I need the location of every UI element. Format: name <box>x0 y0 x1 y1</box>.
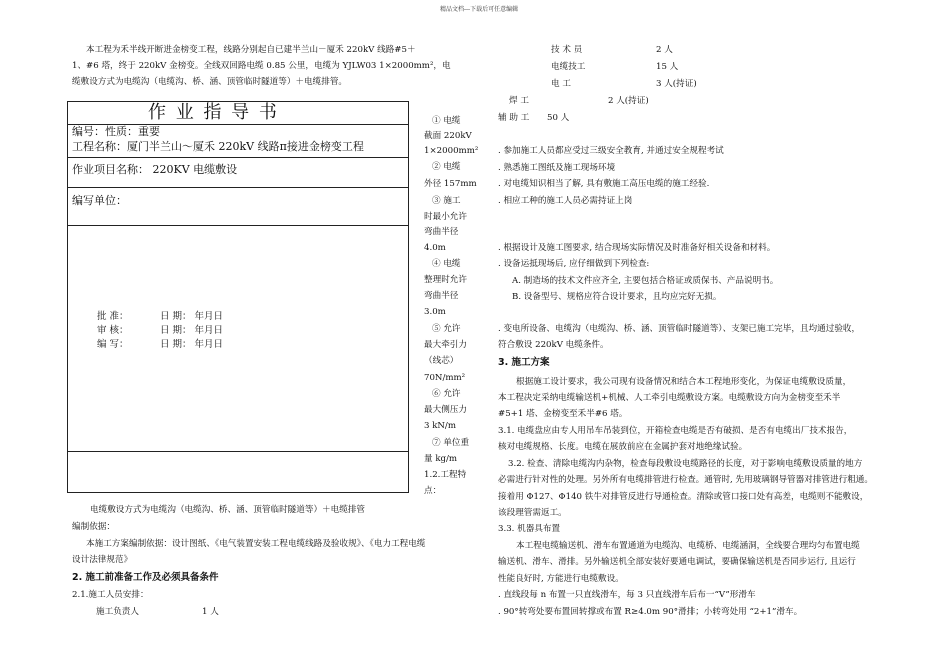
param-line: 外径 157mm <box>424 179 477 189</box>
cover-project-name: 工程名称：厦门半兰山～厦禾 220kV 线路π接进金榜变工程 <box>72 140 364 153</box>
req-line: B. 设备型号、规格应符合设计要求，且均应完好无损。 <box>512 292 722 302</box>
param-line: ② 电缆 <box>432 162 461 172</box>
staff-count: 3 人(持证) <box>656 79 697 89</box>
cover-work-item: 作业项目名称： 220KV 电缆敷设 <box>72 163 238 176</box>
basis-line-2: 设计法律规范》 <box>72 555 133 565</box>
plan-line: 本工程电缆输送机、滑车布置通道为电缆沟、电缆桥、电缆涵洞，全线要合理均匀布置电缆 <box>516 541 860 551</box>
param-line: 最大侧压力 <box>424 405 467 415</box>
plan-line: 必需进行针对性的处理。另外所有电缆排管进行检查。通管时, 先用玻璃钢导管器对排管进行粗通。 <box>498 475 873 485</box>
signoff-date-review: 日 期： 年月日 <box>160 325 224 336</box>
plan-line: 性能良好时, 方能进行电缆敷设。 <box>498 574 624 584</box>
req-line: . 对电缆知识相当了解, 具有敷施工高压电缆的施工经验. <box>498 179 710 189</box>
req-line: . 参加施工人员都应受过三级安全教育, 并通过安全规程考试 <box>498 146 724 156</box>
signoff-date-write: 日 期： 年月日 <box>160 339 224 350</box>
plan-line: 输送机、滑车、滑排。另外输送机全部安装好要通电调试，要确保输送机是否同步运行, 且运行 <box>498 557 856 567</box>
plan-line: 接着用 Φ127、Φ140 铁牛对排管反进行导通检查。清除或管口接口处有高差，电缆则不能敷设， <box>498 492 869 502</box>
staff-count: 50 人 <box>547 113 570 123</box>
signoff-role-review: 审 核： <box>97 325 129 336</box>
staff-count: 2 人 <box>656 45 673 55</box>
param-line: （线芯） <box>424 356 459 366</box>
method-line-2: 编制依据： <box>72 522 115 532</box>
cover-box <box>67 101 409 493</box>
cover-divider-item <box>67 187 409 188</box>
param-line: ④ 电缆 <box>432 259 461 269</box>
staff-role-leader: 施工负责人 <box>96 607 139 617</box>
staff-count: 15 人 <box>656 62 679 72</box>
param-line: 弯曲半径 <box>424 227 459 237</box>
cover-number-row: 编号：性质：重要 <box>72 125 160 138</box>
cover-divider-bottom <box>67 451 409 452</box>
cover-divider-project <box>67 157 409 158</box>
param-line: 1×2000mm² <box>424 146 479 156</box>
req-line: . 变电所设备、电缆沟（电缆沟、桥、涵、顶管临时隧道等）、支架已施工完毕，且均通过验收， <box>498 324 861 334</box>
signoff-date-approve: 日 期： 年月日 <box>160 311 224 322</box>
section-2-title: 2. 施工前准备工作及必须具备条件 <box>72 572 219 583</box>
staff-role: 焊 工 <box>509 96 529 106</box>
param-line: 1.2.工程特 <box>424 470 467 480</box>
basis-line-1: 本施工方案编制依据：设计图纸、《电气装置安装工程电缆线路及验收规》、《电力工程电缆 <box>86 539 426 549</box>
plan-line: #5+1 塔、金榜变至禾半#6 塔。 <box>498 409 628 419</box>
plan-line: 核对电缆规格、长度。电缆在展放前应在金属护套对地绝缘试验。 <box>498 442 748 452</box>
req-line: A. 制造场的技术文件应齐全, 主要包括合格证或质保书、产品说明书。 <box>512 276 779 286</box>
cover-divider-unit <box>67 225 409 226</box>
param-line: 弯曲半径 <box>424 291 459 301</box>
signoff-role-write: 编 写： <box>97 339 129 350</box>
param-line: ⑤ 允许 <box>432 324 461 334</box>
plan-line: 3.1. 电缆盘应由专人用吊车吊装到位，开箱检查电缆是否有破损、是否有电缆出厂技术报告， <box>498 426 853 436</box>
param-line: 70N/mm² <box>424 373 466 383</box>
staff-role: 电 工 <box>551 79 571 89</box>
param-line: 整理时允许 <box>424 275 467 285</box>
param-line: 量 kg/m <box>424 454 458 464</box>
plan-line: 3.2. 检查、清除电缆沟内杂物，检查每段敷设电缆路径的长度，对于影响电缆敷设质量的地方 <box>508 459 863 469</box>
param-line: 截面 220kV <box>424 131 472 141</box>
plan-line: 本工程决定采纳电缆输送机+机械、人工牵引电缆敷设方案。电缆敷设方向为金榜变至禾半 <box>498 393 841 403</box>
req-line: . 根据设计及施工图要求, 结合现场实际情况及时准备好相关设备和材料。 <box>498 243 776 253</box>
param-line: 4.0m <box>424 243 446 253</box>
param-line: ③ 施工 <box>432 196 461 206</box>
intro-line-2: 1、#6 塔，终于 220kV 金榜变。全线双回路电缆 0.85 公里，电缆为 YJLW03 1×2000mm²，电 <box>72 61 451 71</box>
header-note: 精品文档---下载后可任意编辑 <box>440 6 519 13</box>
req-line: 符合敷设 220kV 电缆条件。 <box>498 340 609 350</box>
param-line: ⑥ 允许 <box>432 389 461 399</box>
cover-author-unit: 编写单位： <box>72 194 127 207</box>
staff-count-leader: 1 人 <box>202 607 219 617</box>
intro-line-1: 本工程为禾半线开断进金榜变工程，线路分别起自已建半兰山－厦禾 220kV 线路#5＋ <box>86 45 416 55</box>
plan-line: 该段理管需返工。 <box>498 508 567 518</box>
param-line: 3.0m <box>424 307 446 317</box>
plan-line: 根据施工设计要求，我公司现有设备情况和结合本工程地形变化，为保证电缆敷设质量， <box>516 377 852 387</box>
param-line: 3 kN/m <box>424 421 456 431</box>
staff-count: 2 人(持证) <box>608 96 649 106</box>
param-line: ① 电缆 <box>432 116 461 126</box>
param-line: 时最小允许 <box>424 212 467 222</box>
param-line: ⑦ 单位重 <box>432 438 470 448</box>
plan-line: 3.3. 机器具布置 <box>498 524 561 534</box>
section-2-1: 2.1.施工人员安排： <box>72 590 149 600</box>
section-3-title: 3. 施工方案 <box>498 357 550 368</box>
method-line-1: 电缆敷设方式为电缆沟（电缆沟、桥、涵、顶管临时隧道等）＋电缆排管 <box>90 505 366 515</box>
req-line: . 相应工种的施工人员必需持证上岗 <box>498 196 633 206</box>
signoff-role-approve: 批 准： <box>97 311 129 322</box>
intro-line-3: 缆敷设方式为电缆沟（电缆沟、桥、涵、顶管临时隧道等）＋电缆排管。 <box>72 77 348 87</box>
staff-role: 电缆技工 <box>551 62 586 72</box>
req-line: . 熟悉施工图纸及施工现场环境 <box>498 163 616 173</box>
staff-role: 技 术 员 <box>551 45 583 55</box>
plan-line: . 直线段每 n 布置一只直线滑车，每 3 只直线滑车后布一“V”形滑车 <box>498 590 756 600</box>
param-line: 点： <box>424 486 442 496</box>
param-line: 最大牵引力 <box>424 340 467 350</box>
staff-role: 辅 助 工 <box>498 113 530 123</box>
req-line: . 设备运抵现场后, 应仔细做到下列检查: <box>498 259 650 269</box>
plan-line: . 90°转弯处要布置回转撑或布置 R≥4.0m 90°滑排；小转弯处用 “2+1”滑车。 <box>498 607 803 617</box>
cover-title: 作 业 指 导 书 <box>148 102 279 123</box>
